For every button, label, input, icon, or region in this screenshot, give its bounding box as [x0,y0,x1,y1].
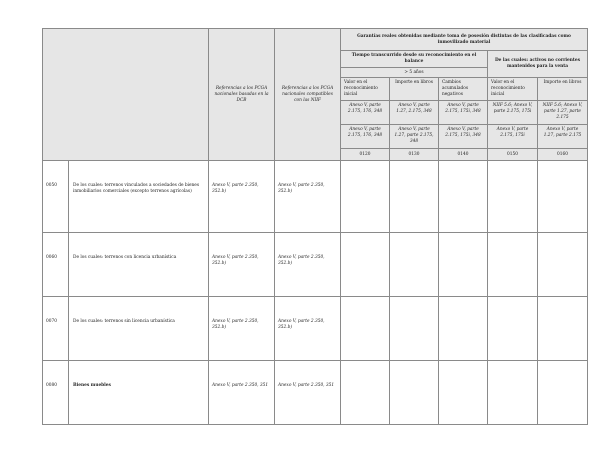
header-ref-a-0140: Anexo V, parte 2.175, 175i, 348 [439,101,488,125]
row-ref-nif: Anexo V, parte 2.350, 352.b) [275,161,341,233]
col-number-0140: 0140 [439,149,488,161]
header-gt5-years: > 5 años [341,67,488,78]
header-col-0130: Importe en libros [390,78,439,101]
data-cell-0130[interactable] [390,161,439,233]
data-cell-0160[interactable] [538,161,588,233]
header-col-0160: Importe en libros [538,78,588,101]
table-row [43,161,588,233]
header-col-0120: Valor en el reconocimiento inicial [341,78,390,101]
header-time-elapsed: Tiempo transcurrido desde su reconocimiento en el balance [341,51,488,68]
header-col-0150: Valor en el reconocimiento inicial [488,78,538,101]
row-code: 0050 [43,161,69,233]
data-cell-0140[interactable] [439,297,488,361]
data-cell-0150[interactable] [488,233,538,297]
table-row [43,233,588,297]
regulatory-table [42,28,588,425]
col-number-0160: 0160 [538,149,588,161]
data-cell-0160[interactable] [538,361,588,425]
row-ref-dcb: Anexo V, parte 2.350, 352.b) [209,161,275,233]
header-ref-b-0150: Anexo V, parte 2.175, 175i [488,125,538,149]
row-code: 0080 [43,361,69,425]
row-label: De los cuales: terrenos vinculados a sociedades de bienes inmobiliarios comerciales (excepto terrenos agrícolas) [69,161,209,233]
data-cell-0160[interactable] [538,297,588,361]
header-ref-b-0130: Anexo V, parte 1.27, parte 2.175, 348 [390,125,439,149]
header-ref-nif: Referencias a los PCGA nacionales compatibles con las NIIF [275,29,341,161]
data-cell-0130[interactable] [390,361,439,425]
data-cell-0120[interactable] [341,297,390,361]
row-ref-nif: Anexo V, parte 2.350, 352.b) [275,297,341,361]
header-held-for-sale: De las cuales: activos no corrientes mantenidos para la venta [488,51,588,78]
header-ref-b-0120: Anexo V, parte 2.175, 176, 348 [341,125,390,149]
data-cell-0130[interactable] [390,297,439,361]
data-cell-0150[interactable] [488,361,538,425]
table-row [43,361,588,425]
data-cell-0140[interactable] [439,233,488,297]
data-cell-0160[interactable] [538,233,588,297]
row-label: Bienes muebles [69,361,209,425]
data-cell-0120[interactable] [341,361,390,425]
header-ref-a-0120: Anexo V, parte 2.175, 176, 348 [341,101,390,125]
header-ref-dcb: Referencias a los PCGA nacionales basadas en la DCB [209,29,275,161]
data-cell-0120[interactable] [341,233,390,297]
row-ref-nif: Anexo V, parte 2.350, 351 [275,361,341,425]
data-cell-0140[interactable] [439,361,488,425]
row-code: 0060 [43,233,69,297]
header-ref-b-0160: Anexo V, parte 1.27, parte 2.175 [538,125,588,149]
data-cell-0150[interactable] [488,161,538,233]
col-number-0120: 0120 [341,149,390,161]
header-ref-a-0130: Anexo V, parte 1.27, 2.175, 348 [390,101,439,125]
table-row [43,297,588,361]
header-blank-cell [43,29,209,161]
row-code: 0070 [43,297,69,361]
row-ref-dcb: Anexo V, parte 2.350, 352.b) [209,233,275,297]
header-ref-b-0140: Anexo V, parte 2.175, 175i, 348 [439,125,488,149]
header-group-title: Garantías reales obtenidas mediante toma de posesión distintas de las clasificadas como inmovilizado material [341,29,588,51]
header-ref-a-0160: NIIF 5.6; Anexo V, parte 1.27, parte 2.175 [538,101,588,125]
data-cell-0120[interactable] [341,161,390,233]
col-number-0150: 0150 [488,149,538,161]
header-col-0140: Cambios acumulados negativos [439,78,488,101]
data-cell-0150[interactable] [488,297,538,361]
row-ref-dcb: Anexo V, parte 2.350, 351 [209,361,275,425]
row-label: De los cuales: terrenos con licencia urbanística [69,233,209,297]
col-number-0130: 0130 [390,149,439,161]
row-label: De los cuales: terrenos sin licencia urbanística [69,297,209,361]
row-ref-dcb: Anexo V, parte 2.350, 352.b) [209,297,275,361]
data-cell-0140[interactable] [439,161,488,233]
header-ref-a-0150: NIIF 5.6; Anexo V, parte 2.175, 175i [488,101,538,125]
data-cell-0130[interactable] [390,233,439,297]
row-ref-nif: Anexo V, parte 2.350, 352.b) [275,233,341,297]
